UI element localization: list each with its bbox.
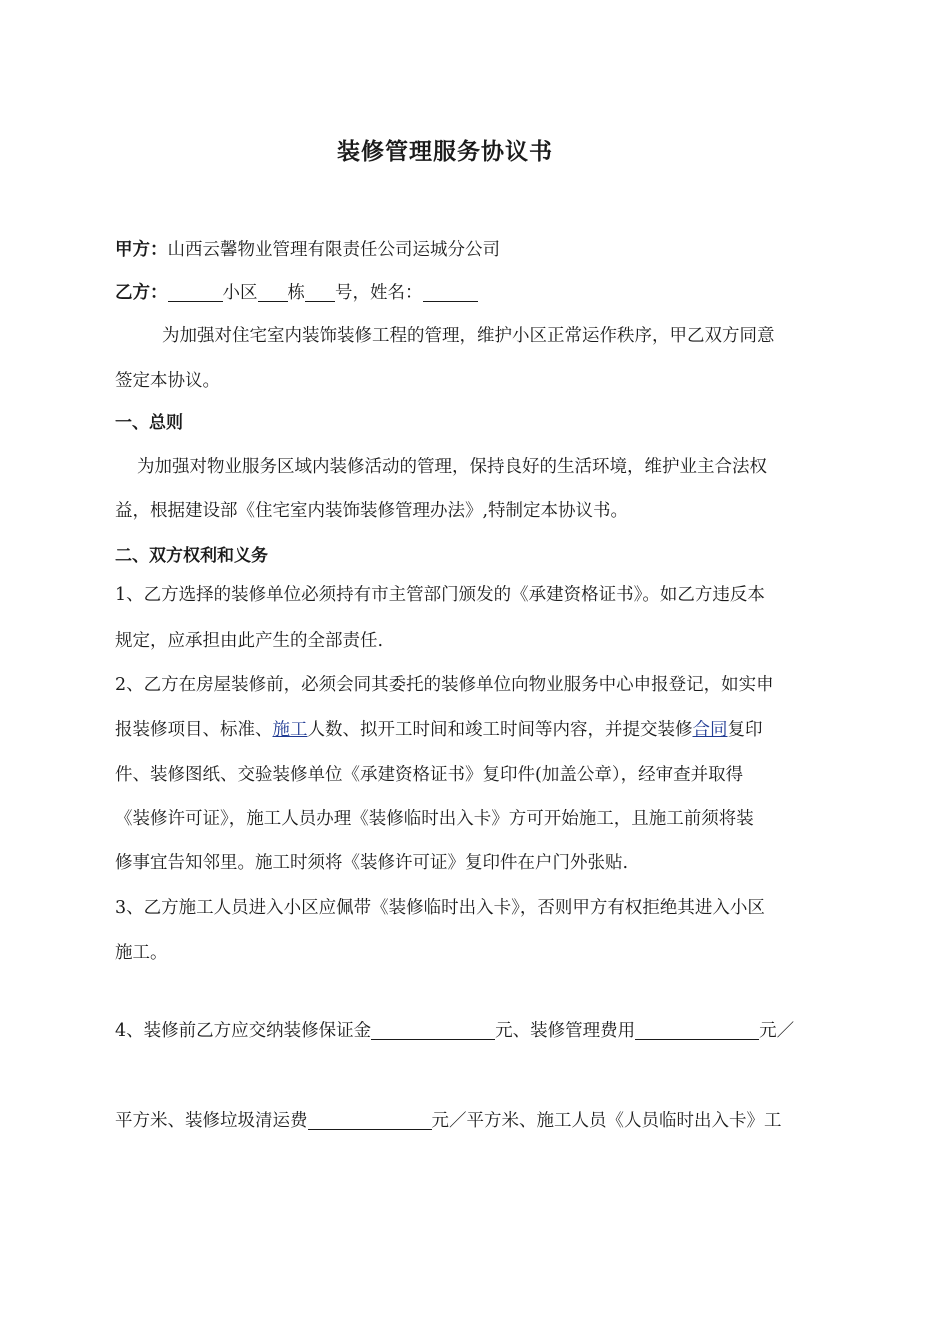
link-hetong[interactable]: 合同: [692, 720, 728, 740]
item2-line-2-part2: 人数、拟开工时间和竣工时间等内容，并提交装修: [307, 720, 693, 740]
item4-line-1-part3: 元／: [759, 1021, 795, 1041]
party-b-unit-community: 小区: [222, 283, 258, 303]
party-a-name: 山西云馨物业管理有限责任公司运城分公司: [167, 240, 500, 260]
item3-line-2: 施工。: [115, 943, 168, 963]
item2-line-5: 修事宜告知邻里。施工时须将《装修许可证》复印件在户门外张贴.: [115, 853, 629, 873]
party-b-label: 乙方：: [115, 283, 168, 303]
item4-line-2-part2: 元／平方米、施工人员《人员临时出入卡》工: [431, 1111, 782, 1131]
item4-line-2: [115, 1109, 782, 1133]
party-a-line: [115, 238, 500, 262]
blank-building: [258, 281, 288, 302]
item3-line-1: 3、乙方施工人员进入小区应佩带《装修临时出入卡》，否则甲方有权拒绝其进入小区: [115, 898, 765, 918]
s1-line-1: 为加强对物业服务区域内装修活动的管理，保持良好的生活环境，维护业主合法权: [137, 457, 767, 477]
party-b-unit-room-name: 号，姓名：: [335, 283, 423, 303]
intro-line-2: 签定本协议。: [115, 371, 220, 391]
item1-line-1: 1、乙方选择的装修单位必须持有市主管部门颁发的《承建资格证书》。如乙方违反本: [115, 585, 765, 605]
blank-room: [305, 281, 335, 302]
blank-deposit: [371, 1019, 495, 1040]
section1-heading: 一、总则: [115, 413, 183, 433]
blank-name: [423, 281, 478, 302]
blank-management-fee: [635, 1019, 759, 1040]
item4-line-1-part1: 4、装修前乙方应交纳装修保证金: [115, 1021, 372, 1041]
intro-line-1: 为加强对住宅室内装饰装修工程的管理，维护小区正常运作秩序，甲乙双方同意: [162, 326, 775, 346]
party-b-line: [115, 281, 478, 305]
link-shigong[interactable]: 施工: [272, 720, 308, 740]
blank-community: [168, 281, 223, 302]
item2-line-4: 《装修许可证》，施工人员办理《装修临时出入卡》方可开始施工，且施工前须将装: [115, 809, 754, 829]
section2-heading: 二、双方权利和义务: [115, 546, 268, 566]
item2-line-2-part3: 复印: [727, 720, 763, 740]
blank-garbage-fee: [308, 1109, 432, 1130]
item2-line-2: [115, 718, 763, 742]
item2-line-2-part1: 报装修项目、标准、: [115, 720, 273, 740]
item1-line-2: 规定，应承担由此产生的全部责任.: [115, 631, 384, 651]
party-b-unit-building: 栋: [287, 283, 305, 303]
item2-line-1: 2、乙方在房屋装修前，必须会同其委托的装修单位向物业服务中心申报登记，如实申: [115, 675, 774, 695]
s1-line-2: 益，根据建设部《住宅室内装饰装修管理办法》,特制定本协议书。: [115, 501, 629, 521]
document-title: 装修管理服务协议书: [337, 138, 553, 165]
item4-line-1: [115, 1019, 794, 1043]
item4-line-2-part1: 平方米、装修垃圾清运费: [115, 1111, 308, 1131]
party-a-label: 甲方：: [115, 240, 168, 260]
item2-line-3: 件、装修图纸、交验装修单位《承建资格证书》复印件(加盖公章），经审查并取得: [115, 765, 744, 785]
item4-line-1-part2: 元、装修管理费用: [495, 1021, 636, 1041]
